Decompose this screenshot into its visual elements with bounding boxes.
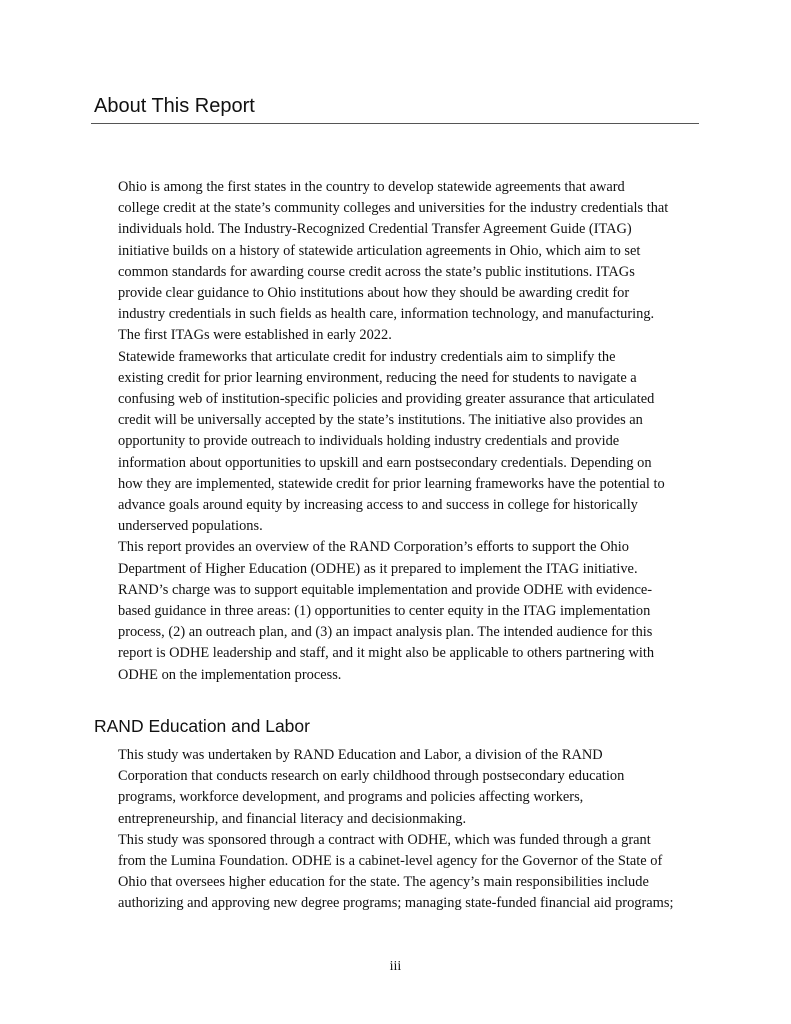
text-line: This study was sponsored through a contract with ODHE, which was funded through a grant: [118, 831, 651, 848]
text-line: This report provides an overview of the RAND Corporation’s efforts to support the Ohio: [118, 539, 629, 556]
body-paragraph: [94, 537, 698, 685]
text-line: common standards for awarding course credit across the state’s public institutions. ITAGs: [118, 263, 635, 280]
body-paragraph: [94, 745, 698, 830]
text-line: individuals hold. The Industry-Recognized Credential Transfer Agreement Guide (ITAG): [118, 221, 632, 238]
text-line: industry credentials in such fields as health care, information technology, and manufacturing.: [118, 306, 655, 323]
text-line: authorizing and approving new degree programs; managing state-funded financial aid programs;: [118, 895, 674, 912]
text-line: RAND’s charge was to support equitable implementation and provide ODHE with evidence-: [118, 581, 653, 598]
text-line: ODHE on the implementation process.: [118, 666, 342, 683]
text-line: Statewide frameworks that articulate credit for industry credentials aim to simplify the: [118, 348, 616, 365]
text-line: advance goals around equity by increasing access to and success in college for historically: [118, 497, 638, 514]
rand-section-body: [94, 745, 698, 915]
body-paragraph: [94, 830, 698, 915]
text-line: Ohio is among the first states in the country to develop statewide agreements that award: [118, 179, 625, 195]
text-line: The first ITAGs were established in early 2022.: [118, 327, 392, 344]
text-line: programs, workforce development, and programs and policies affecting workers,: [118, 789, 584, 806]
text-line: This study was undertaken by RAND Education and Labor, a division of the RAND: [118, 747, 603, 763]
body-paragraph: [94, 347, 698, 538]
text-line: Corporation that conducts research on early childhood through postsecondary education: [118, 768, 625, 785]
text-line: opportunity to provide outreach to individuals holding industry credentials and provide: [118, 433, 620, 450]
title-divider: [91, 123, 699, 124]
text-line: credit will be universally accepted by the state’s institutions. The initiative also provides an: [118, 412, 643, 429]
text-line: provide clear guidance to Ohio institutions about how they should be awarding credit for: [118, 285, 630, 302]
section-heading-rand: RAND Education and Labor: [94, 716, 310, 736]
text-line: underserved populations.: [118, 518, 263, 535]
text-line: college credit at the state’s community colleges and universities for the industry credentials that: [118, 200, 669, 217]
text-line: initiative builds on a history of statewide articulation agreements in Ohio, which aim to set: [118, 242, 641, 259]
page-title: About This Report: [94, 95, 255, 117]
about-report-body: [94, 177, 698, 686]
text-line: from the Lumina Foundation. ODHE is a cabinet-level agency for the Governor of the State of: [118, 853, 663, 870]
text-line: confusing web of institution-specific policies and providing greater assurance that articulated: [118, 391, 655, 408]
text-line: entrepreneurship, and financial literacy and decisionmaking.: [118, 810, 467, 827]
text-line: Ohio that oversees higher education for the state. The agency’s main responsibilities include: [118, 874, 649, 891]
text-line: information about opportunities to upskill and earn postsecondary credentials. Depending on: [118, 454, 652, 471]
text-line: Department of Higher Education (ODHE) as it prepared to implement the ITAG initiative.: [118, 560, 638, 577]
text-line: process, (2) an outreach plan, and (3) an impact analysis plan. The intended audience for this: [118, 624, 653, 641]
text-line: report is ODHE leadership and staff, and it might also be applicable to others partnering with: [118, 645, 655, 662]
body-paragraph: [94, 177, 698, 347]
page-number: iii: [389, 959, 402, 974]
text-line: existing credit for prior learning environment, reducing the need for students to navigate a: [118, 369, 637, 386]
text-line: based guidance in three areas: (1) opportunities to center equity in the ITAG implementation: [118, 603, 651, 620]
text-line: how they are implemented, statewide credit for prior learning frameworks have the potential to: [118, 475, 665, 492]
